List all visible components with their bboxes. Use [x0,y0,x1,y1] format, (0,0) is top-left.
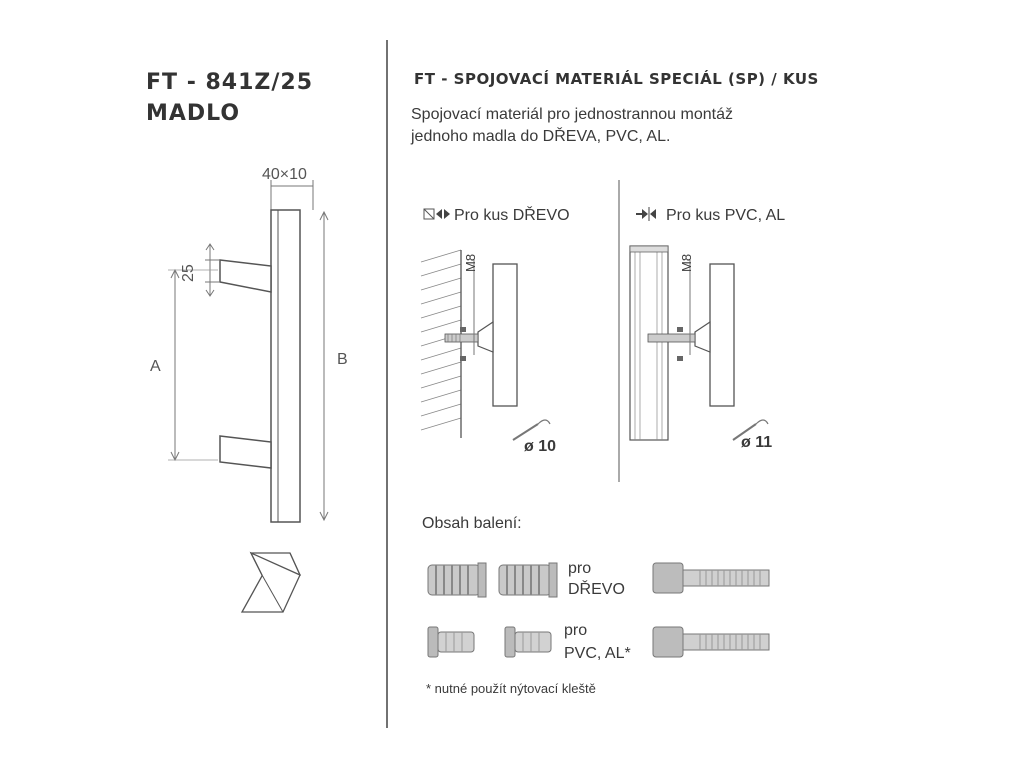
lower-standoff [220,436,271,468]
pvc-drill-label: ø 11 [741,434,773,451]
section-view [242,553,300,612]
wood-label-line-2: DŘEVO [568,581,625,598]
screw-wood [653,563,769,593]
package-title: Obsah balení: [422,515,522,532]
description-line-1: Spojovací materiál pro jednostrannou montáž [411,106,733,123]
rivet-nut-1 [428,627,474,657]
footnote: * nutné použít nýtovací kleště [426,681,596,696]
wood-mounting-diagram [421,209,550,440]
rivet-nut-2 [505,627,551,657]
wood-thread-label: M8 [463,253,478,272]
section-description [411,104,733,148]
section-title: FT - SPOJOVACÍ MATERIÁL SPECIÁL (SP) / KUS [414,70,819,88]
wood-label-line-1: pro [568,560,592,577]
dimension-a-label: A [150,358,161,375]
offset-dimension-label: 25 [180,264,197,282]
product-name: MADLO [146,101,241,126]
rivet-nut-icon [636,207,656,221]
product-code: FT - 841Z/25 [146,70,314,95]
pvc-label-line-2: PVC, AL* [564,645,631,662]
wood-insert-1 [428,563,486,597]
drill-bit-icon [513,420,550,440]
pvc-label-line-1: pro [564,622,588,639]
handle-bar [271,210,300,522]
wood-anchor-icon [424,209,450,219]
wood-drill-label: ø 10 [524,438,557,455]
dimension-b-label: B [337,351,348,368]
pvc-panel-label: Pro kus PVC, AL [666,207,786,224]
wood-insert-2 [499,563,557,597]
screw-pvc [653,627,769,657]
description-line-2: jednoho madla do DŘEVA, PVC, AL. [411,128,671,145]
upper-standoff [220,260,271,292]
wood-panel-label: Pro kus DŘEVO [454,207,570,224]
pvc-mounting-diagram [630,207,768,440]
pvc-thread-label: M8 [679,253,694,272]
width-dimension-label: 40×10 [262,166,307,183]
